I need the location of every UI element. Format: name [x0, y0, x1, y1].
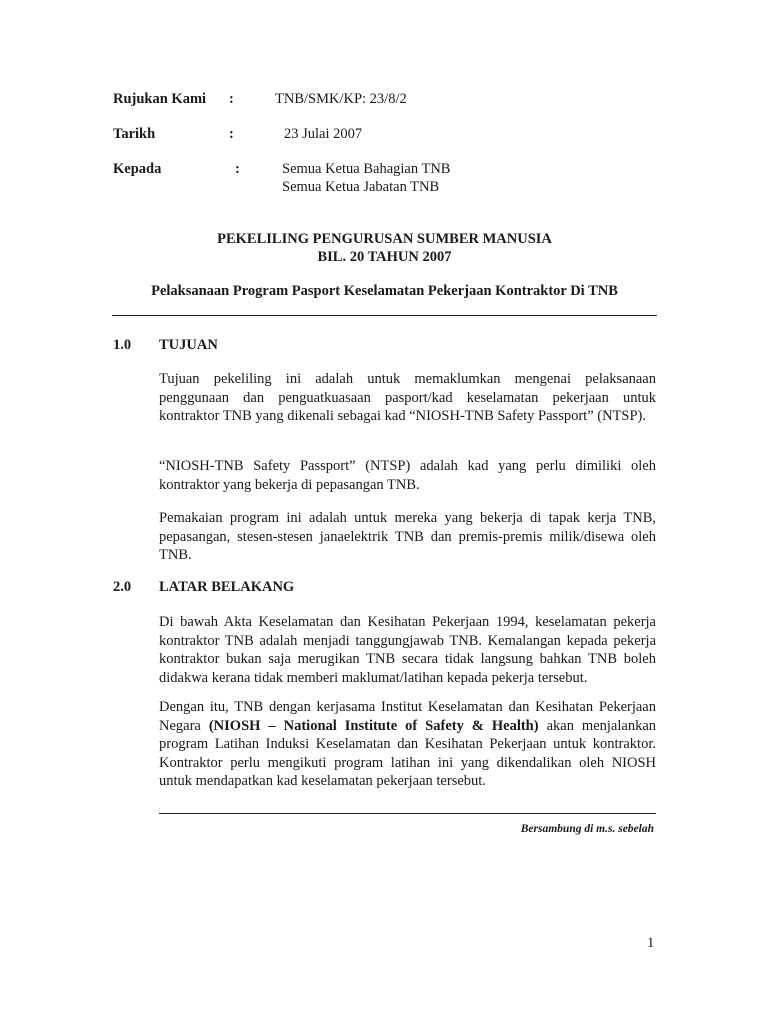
section-2-number: 2.0	[113, 579, 132, 595]
circular-number: BIL. 20 TAHUN 2007	[317, 249, 452, 265]
section-2-paragraph-2-text	[159, 698, 656, 791]
reference-value: TNB/SMK/KP: 23/8/2	[275, 91, 407, 107]
section-1-paragraph-1-text: Tujuan pekeliling ini adalah untuk memaklumkan mengenai pelaksanaan penggunaan dan penguatkuasaan pasport/kad keselamatan pekerjaan untuk kontraktor TNB yang dikenali sebagai kad “NIOSH-TNB Safety Passport” (NTSP).	[159, 371, 656, 425]
section-1-paragraph-1	[159, 370, 656, 426]
reference-colon: :	[229, 91, 234, 107]
date-value: 23 Julai 2007	[284, 126, 363, 142]
section-1-number: 1.0	[113, 337, 132, 353]
section-2-paragraph-1-text: Di bawah Akta Keselamatan dan Kesihatan Pekerjaan 1994, keselamatan pekerja kontraktor TNB adalah menjadi tanggungjawab TNB. Kemalangan kepada pekerja kontraktor bukan saja merugikan TNB secara tidak langsung bahkan TNB boleh didakwa kerana tidak memberi maklumat/latihan kepada pekerja tersebut.	[159, 614, 656, 686]
section-2-paragraph-1	[159, 613, 656, 687]
reference-label: Rujukan Kami	[113, 91, 207, 107]
section-2-paragraph-2-lead: Dengan itu, TNB dengan kerjasama Institut Keselamatan dan Kesihatan Pekerjaan Negara	[159, 699, 656, 734]
section-1-heading: TUJUAN	[159, 337, 218, 353]
date-colon: :	[229, 126, 234, 142]
section-2-heading: LATAR BELAKANG	[159, 579, 295, 595]
recipient-line-1: Semua Ketua Bahagian TNB	[282, 161, 451, 177]
recipient-line-2: Semua Ketua Jabatan TNB	[282, 179, 440, 195]
section-2-paragraph-2-rest: akan menjalankan program Latihan Induksi Keselamatan dan Kesihatan Pekerjaan untuk kontraktor. Kontraktor perlu mengikuti program latihan ini yang dikendalikan oleh NIOSH untuk mendapatkan kad keselamatan pekerjaan tersebut.	[159, 717, 657, 790]
section-1-paragraph-3-text: Pemakaian program ini adalah untuk mereka yang bekerja di tapak kerja TNB, pepasangan, stesen-stesen janaelektrik TNB dan premis-premis milik/disewa oleh TNB.	[159, 510, 656, 564]
section-1-paragraph-2	[159, 457, 656, 494]
page-number: 1	[647, 935, 655, 951]
title-divider	[112, 315, 657, 316]
section-1-paragraph-3	[159, 509, 656, 565]
date-label: Tarikh	[113, 126, 156, 142]
circular-title: PEKELILING PENGURUSAN SUMBER MANUSIA	[217, 231, 552, 247]
recipient-label: Kepada	[113, 161, 162, 177]
continued-note: Bersambung di m.s. sebelah	[520, 823, 654, 835]
circular-subject: Pelaksanaan Program Pasport Keselamatan Pekerjaan Kontraktor Di TNB	[151, 283, 618, 299]
section-2-paragraph-2	[159, 698, 656, 791]
section-1-paragraph-2-text: “NIOSH-TNB Safety Passport” (NTSP) adalah kad yang perlu dimiliki oleh kontraktor yang bekerja di pepasangan TNB.	[159, 458, 656, 493]
niosh-full-name: (NIOSH – National Institute of Safety & Health)	[208, 717, 539, 734]
footer-divider	[159, 813, 656, 814]
recipient-colon: :	[235, 161, 240, 177]
